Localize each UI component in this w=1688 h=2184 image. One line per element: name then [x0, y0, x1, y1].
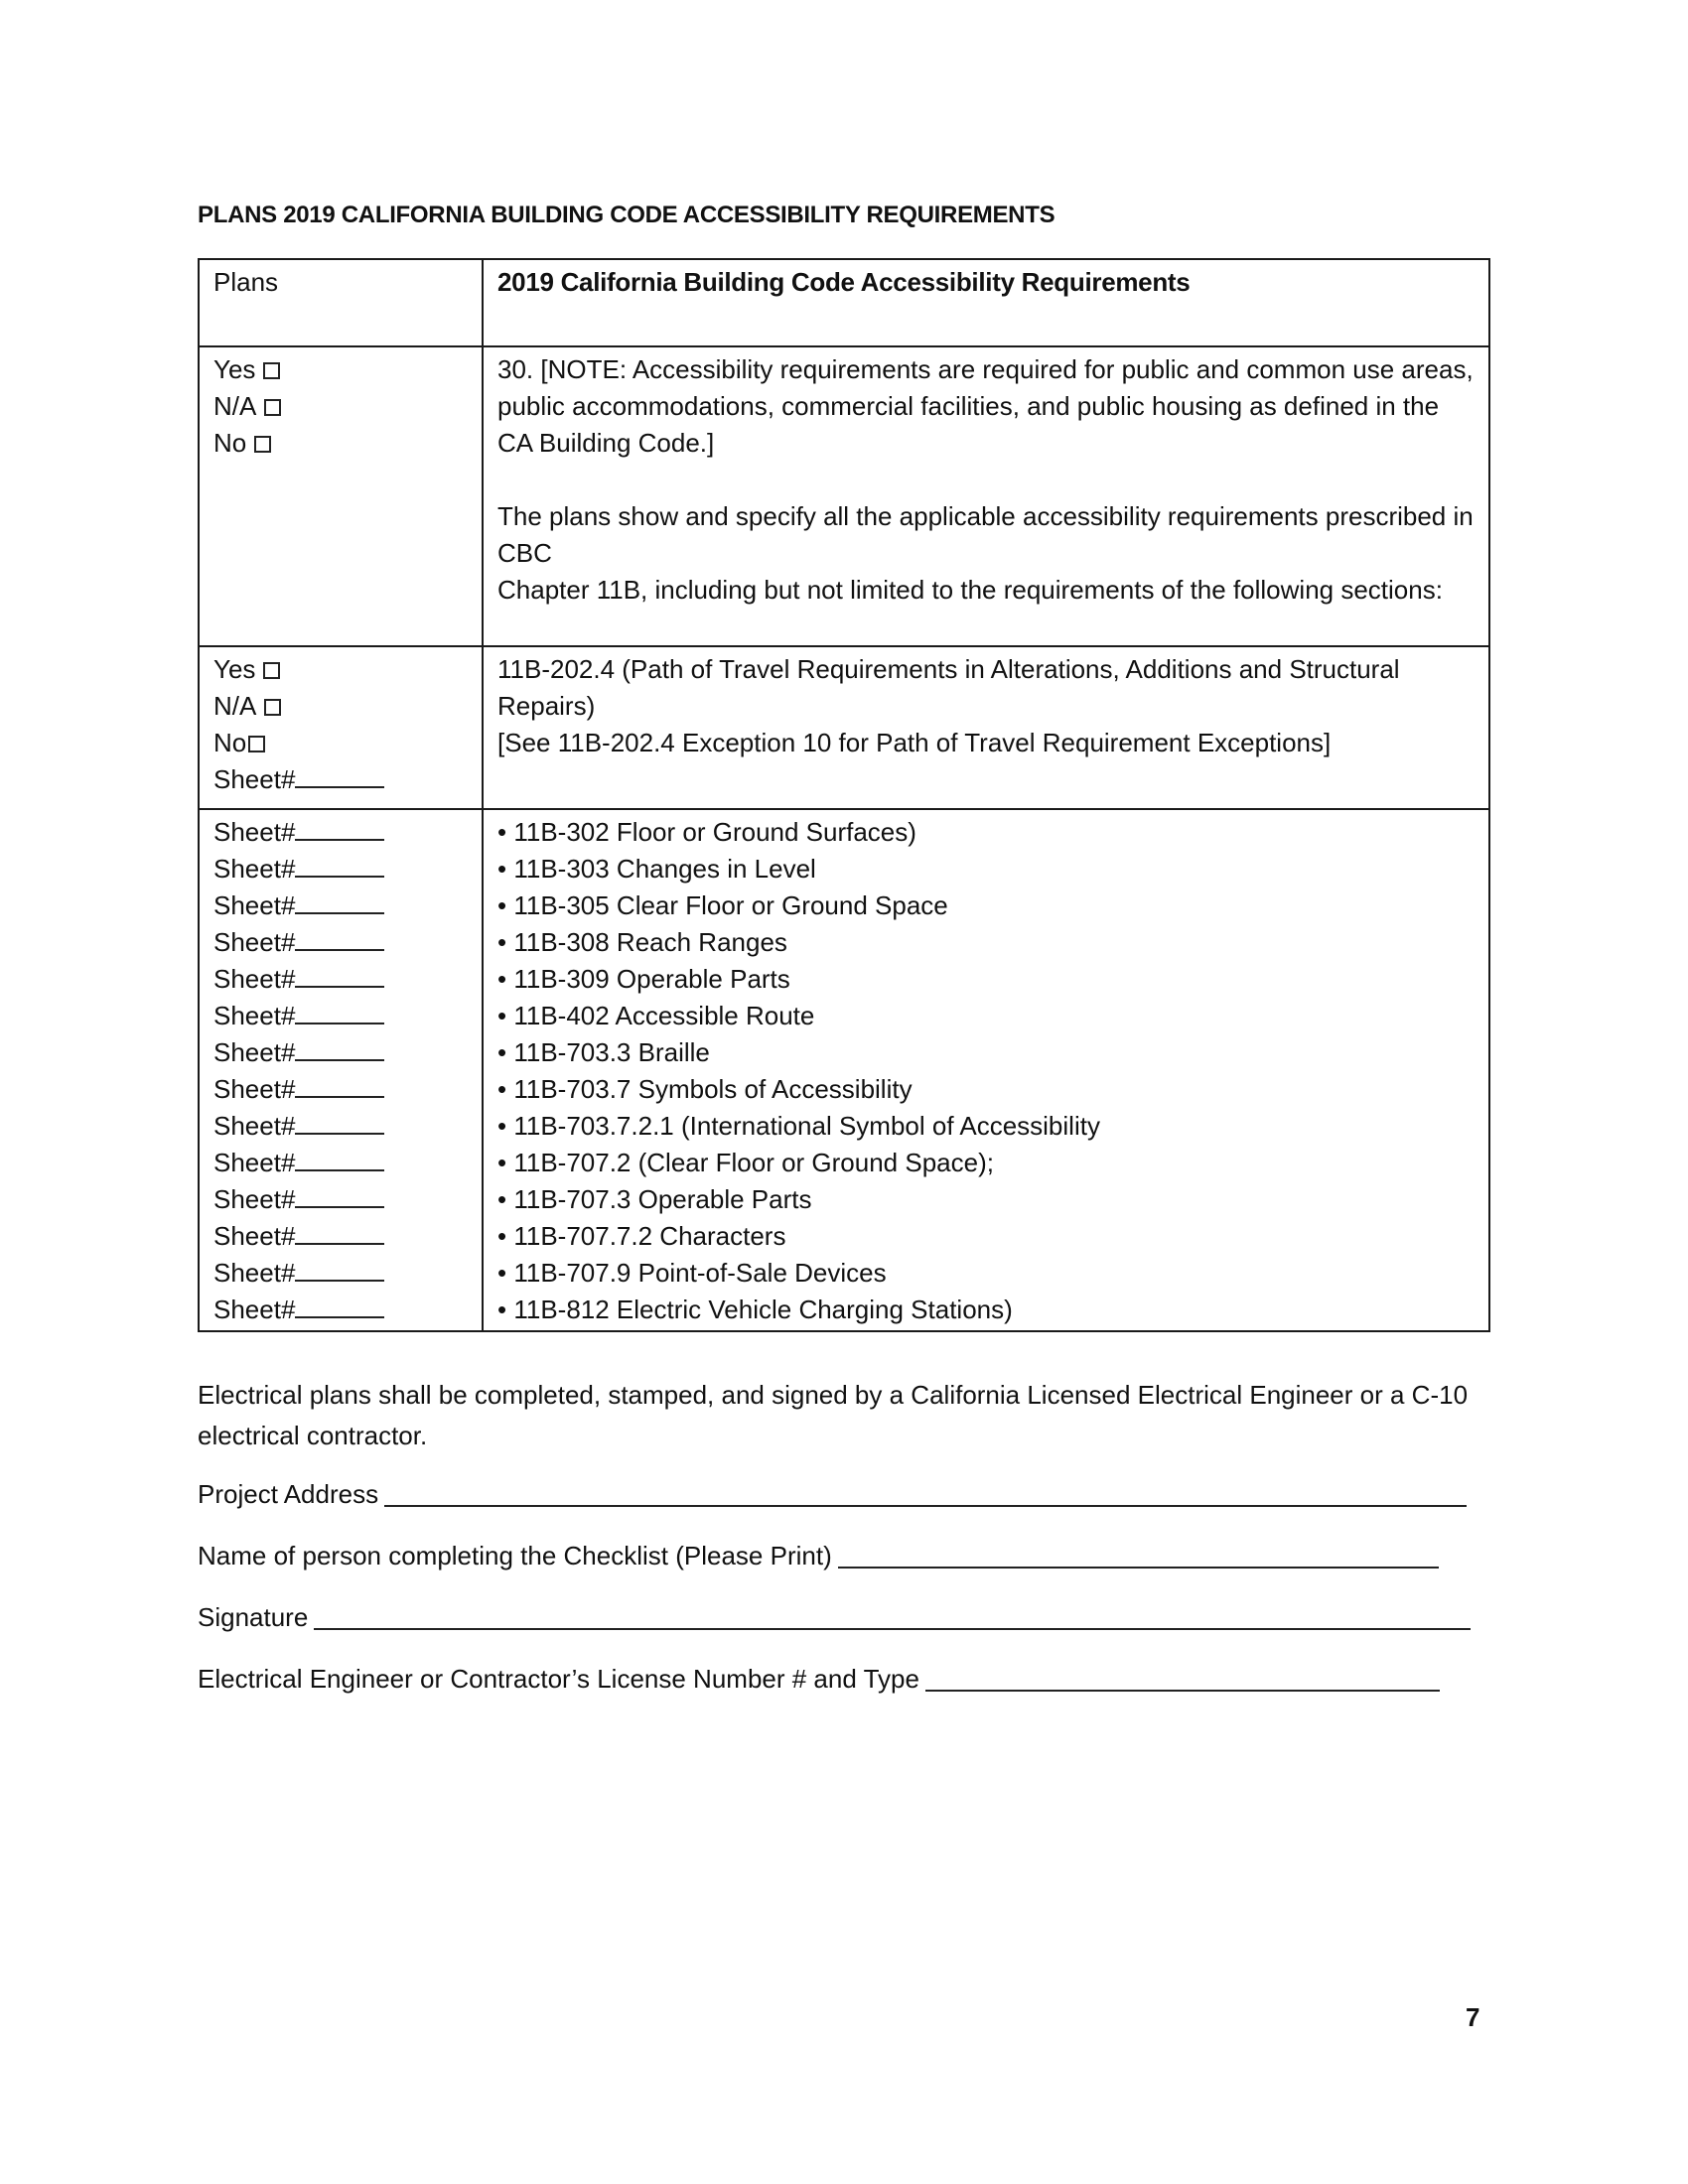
sheet-number-field [213, 924, 468, 961]
sheet-number-input[interactable] [295, 1074, 384, 1098]
option-label: N/A [213, 691, 257, 721]
option-label: No [213, 428, 247, 458]
list-item: • 11B-308 Reach Ranges [497, 927, 787, 957]
yes-checkbox[interactable] [263, 362, 280, 379]
sheet-label: Sheet# [213, 1148, 296, 1177]
list-item: • 11B-707.7.2 Characters [497, 1221, 786, 1251]
license-label: Electrical Engineer or Contractor’s License Number # and Type [198, 1664, 919, 1694]
signature-field [198, 1602, 1471, 1633]
table-row [199, 346, 1489, 646]
sheet-label: Sheet# [213, 1295, 296, 1324]
sheet-label: Sheet# [213, 854, 296, 884]
sheet-label: Sheet# [213, 964, 296, 994]
sheet-number-input[interactable] [295, 1221, 384, 1245]
sheet-number-field [213, 814, 468, 851]
no-checkbox[interactable] [248, 736, 265, 752]
list-item: • 11B-302 Floor or Ground Surfaces) [497, 817, 916, 847]
signature-input[interactable] [314, 1602, 1471, 1630]
chapter-text: Chapter 11B, including but not limited to the requirements of the following sections: [497, 575, 1443, 605]
sheet-label: Sheet# [213, 890, 296, 920]
spacer [497, 462, 1475, 498]
option-no [213, 425, 468, 462]
row2-options [199, 646, 483, 809]
page-number: 7 [1466, 2002, 1480, 2032]
option-na [213, 688, 468, 725]
sheet-number-field [213, 998, 468, 1034]
option-yes [213, 351, 468, 388]
row2-text [483, 646, 1489, 809]
sheet-number-field [213, 887, 468, 924]
list-item: • 11B-812 Electric Vehicle Charging Stations) [497, 1295, 1013, 1324]
license-field [198, 1664, 1440, 1695]
project-address-input[interactable] [384, 1479, 1467, 1507]
list-item: • 11B-703.3 Braille [497, 1037, 710, 1067]
sheet-number-field [213, 1108, 468, 1145]
sheet-number-input[interactable] [295, 1148, 384, 1171]
accessibility-checklist-table [198, 258, 1490, 1332]
sheet-number-input[interactable] [295, 1295, 384, 1318]
electrical-plans-note: Electrical plans shall be completed, stamped, and signed by a California Licensed Electrical Engineer or a C-10 electrical contractor. [198, 1380, 1469, 1450]
header-plans: Plans [199, 259, 483, 346]
sheet-number-field [213, 1071, 468, 1108]
exception-text: [See 11B-202.4 Exception 10 for Path of Travel Requirement Exceptions] [497, 728, 1332, 757]
na-checkbox[interactable] [264, 699, 281, 716]
sheet-number-input[interactable] [295, 854, 384, 878]
sheet-label: Sheet# [213, 1221, 296, 1251]
sheet-number-input[interactable] [295, 1037, 384, 1061]
option-label: N/A [213, 391, 257, 421]
list-item: • 11B-703.7 Symbols of Accessibility [497, 1074, 913, 1104]
list-item: • 11B-707.2 (Clear Floor or Ground Space); [497, 1148, 994, 1177]
sheet-number-input[interactable] [295, 1184, 384, 1208]
sheet-label: Sheet# [213, 1074, 296, 1104]
sheet-number-input[interactable] [295, 1111, 384, 1135]
sheet-label: Sheet# [213, 1184, 296, 1214]
license-input[interactable] [925, 1664, 1440, 1692]
yes-checkbox[interactable] [263, 662, 280, 679]
person-name-field [198, 1541, 1439, 1571]
note-text: 30. [NOTE: Accessibility requirements are required for public and common use areas, public accommodations, commercial facilities, and public housing as defined in the CA Building Code.] [497, 354, 1474, 458]
list-item: • 11B-305 Clear Floor or Ground Space [497, 890, 948, 920]
sheet-number-field [213, 1255, 468, 1292]
sheet-number-field [213, 1181, 468, 1218]
sheet-label: Sheet# [213, 817, 296, 847]
option-yes [213, 651, 468, 688]
sheet-number-field [213, 761, 468, 798]
header-requirements: 2019 California Building Code Accessibility Requirements [483, 259, 1489, 346]
plans-specify-text: The plans show and specify all the applicable accessibility requirements prescribed in CBC [497, 501, 1474, 568]
sheet-label: Sheet# [213, 927, 296, 957]
sheet-label: Sheet# [213, 1258, 296, 1288]
list-item: • 11B-703.7.2.1 (International Symbol of Accessibility [497, 1111, 1100, 1141]
list-item: • 11B-309 Operable Parts [497, 964, 790, 994]
table-header-row [199, 259, 1489, 346]
project-address-field [198, 1479, 1467, 1510]
list-item: • 11B-303 Changes in Level [497, 854, 816, 884]
no-checkbox[interactable] [254, 436, 271, 453]
sheet-number-input[interactable] [295, 1001, 384, 1024]
sheet-number-field [213, 1145, 468, 1181]
signature-label: Signature [198, 1602, 309, 1632]
sheet-number-input[interactable] [295, 817, 384, 841]
sections-list [483, 809, 1489, 1331]
sheet-label: Sheet# [213, 1001, 296, 1030]
sheet-number-field [213, 1218, 468, 1255]
sheet-number-input[interactable] [295, 927, 384, 951]
list-item: • 11B-402 Accessible Route [497, 1001, 815, 1030]
sheet-column [199, 809, 483, 1331]
option-label: No [213, 728, 247, 757]
project-address-label: Project Address [198, 1479, 379, 1509]
table-row [199, 809, 1489, 1331]
sheet-label: Sheet# [213, 1037, 296, 1067]
sheet-number-field [213, 851, 468, 887]
option-no [213, 725, 468, 761]
na-checkbox[interactable] [264, 399, 281, 416]
sheet-number-field [213, 1292, 468, 1328]
sheet-number-input[interactable] [295, 964, 384, 988]
sheet-label: Sheet# [213, 1111, 296, 1141]
sheet-number-input[interactable] [295, 764, 384, 788]
list-item: • 11B-707.9 Point-of-Sale Devices [497, 1258, 887, 1288]
list-item: • 11B-707.3 Operable Parts [497, 1184, 812, 1214]
sheet-number-field [213, 1034, 468, 1071]
row1-text [483, 346, 1489, 646]
path-of-travel-text: 11B-202.4 (Path of Travel Requirements in Alterations, Additions and Structural Repairs) [497, 654, 1400, 721]
sheet-label: Sheet# [213, 764, 296, 794]
person-name-input[interactable] [838, 1541, 1439, 1569]
row1-options [199, 346, 483, 646]
option-label: Yes [213, 354, 256, 384]
person-name-label: Name of person completing the Checklist (Please Print) [198, 1541, 832, 1570]
page-title: PLANS 2019 CALIFORNIA BUILDING CODE ACCESSIBILITY REQUIREMENTS [198, 202, 1055, 228]
table-row [199, 646, 1489, 809]
sheet-number-input[interactable] [295, 1258, 384, 1282]
option-na [213, 388, 468, 425]
sheet-number-input[interactable] [295, 890, 384, 914]
option-label: Yes [213, 654, 256, 684]
sheet-number-field [213, 961, 468, 998]
